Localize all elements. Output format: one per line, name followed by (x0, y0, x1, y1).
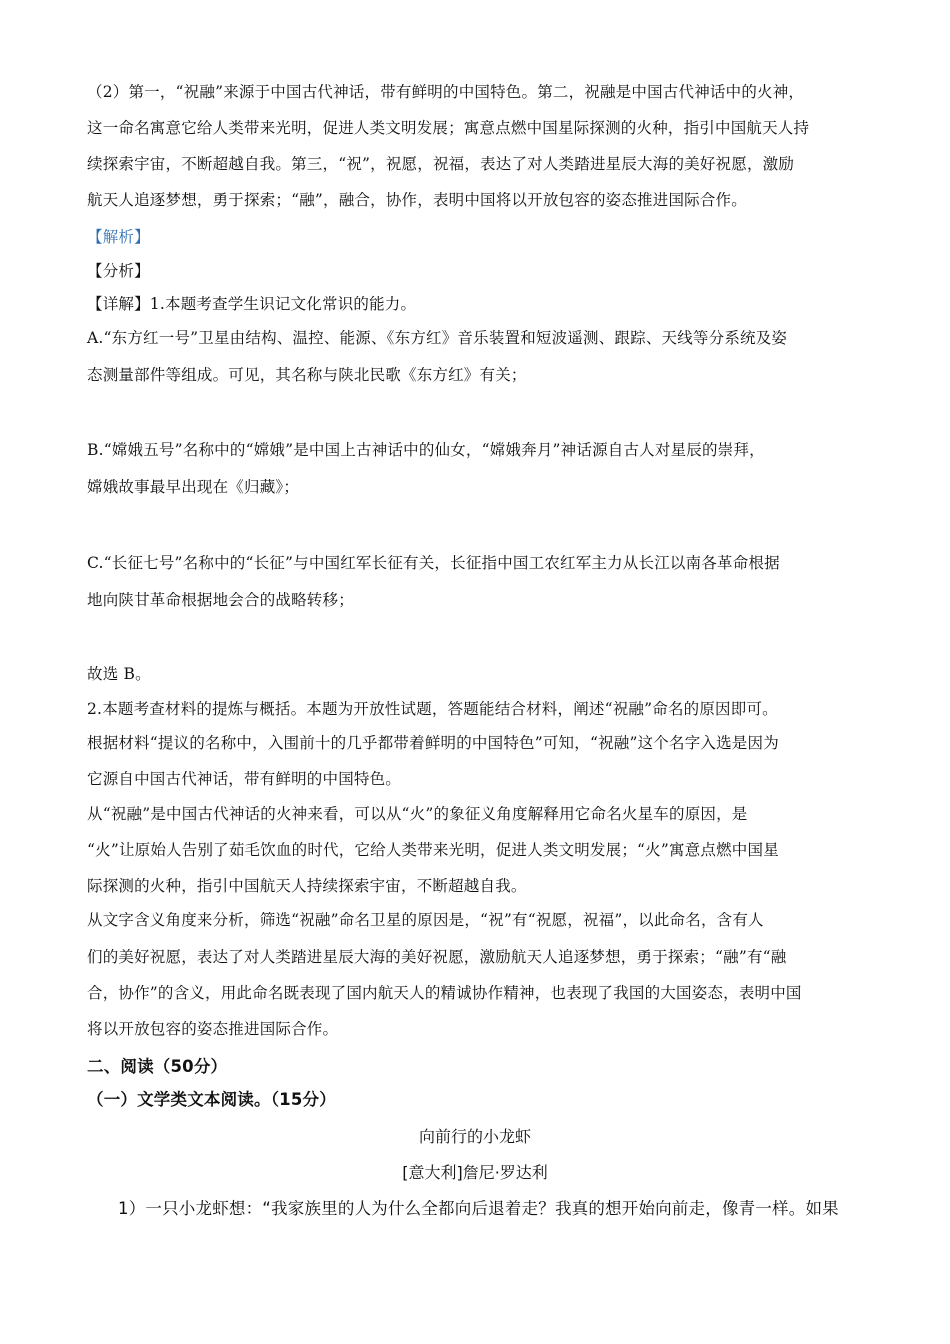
q2-line: 们的美好祝愿，表达了对人类踏进星辰大海的美好祝愿，激励航天人追逐梦想，勇于探索；“融”有“融 (87, 948, 787, 966)
subsection-heading: （一）文学类文本阅读。（15分） (87, 1090, 336, 1109)
option-c-line: 地向陕甘革命根据地会合的战略转移； (87, 591, 354, 609)
q2-line: 合，协作”的含义，用此命名既表现了国内航天人的精诚协作精神，也表现了我国的大国姿态，表明中国 (87, 984, 802, 1002)
answer-line: 航天人追逐梦想，勇于探索；“融”，融合，协作，表明中国将以开放包容的姿态推进国际合作。 (87, 191, 747, 209)
section-heading: 二、阅读（50分） (87, 1057, 228, 1076)
jiexi-label: 【解析】 (87, 228, 150, 246)
answer-line: 这一命名寓意它给人类带来光明，促进人类文明发展；寓意点燃中国星际探测的火种，指引中国航天人持 (87, 119, 810, 137)
detail-line: 【详解】1.本题考查学生识记文化常识的能力。 (87, 295, 417, 313)
answer-choice: 故选 B。 (87, 665, 151, 683)
q2-line: 2.本题考查材料的提炼与概括。本题为开放性试题，答题能结合材料，阐述“祝融”命名的原因即可。 (87, 700, 778, 718)
story-author: [意大利]詹尼·罗达利 (402, 1163, 548, 1182)
answer-line: （2）第一，“祝融”来源于中国古代神话，带有鲜明的中国特色。第二，祝融是中国古代神话中的火神， (87, 83, 805, 101)
q2-line: 将以开放包容的姿态推进国际合作。 (87, 1020, 339, 1038)
option-a-line: 态测量部件等组成。可见，其名称与陕北民歌《东方红》有关； (87, 366, 527, 384)
q2-line: 从“祝融”是中国古代神话的火神来看，可以从“火”的象征义角度解释用它命名火星车的原因，是 (87, 805, 748, 823)
q2-line: 际探测的火种，指引中国航天人持续探索宇宙，不断超越自我。 (87, 877, 527, 895)
option-b-line: 嫦娥故事最早出现在《归藏》； (87, 478, 300, 496)
fenxi-label: 【分析】 (87, 262, 150, 280)
option-c-line: C.“长征七号”名称中的“长征”与中国红军长征有关，长征指中国工农红军主力从长江以南各革命根据 (87, 554, 780, 572)
story-title: 向前行的小龙虾 (418, 1127, 531, 1146)
q2-line: 它源自中国古代神话，带有鲜明的中国特色。 (87, 770, 402, 788)
option-a-line: A.“东方红一号”卫星由结构、温控、能源、《东方红》音乐装置和短波遥测、跟踪、天线等分系统及姿 (87, 329, 788, 347)
story-first-line: 1）一只小龙虾想：“我家族里的人为什么全都向后退着走？我真的想开始向前走，像青一样。如果 (118, 1199, 839, 1218)
option-b-line: B.“嫦娥五号”名称中的“嫦娥”是中国上古神话中的仙女，“嫦娥奔月”神话源自古人对星辰的崇拜， (87, 441, 765, 459)
q2-line: “火”让原始人告别了茹毛饮血的时代，它给人类带来光明，促进人类文明发展；“火”寓意点燃中国星 (87, 841, 779, 859)
answer-line: 续探索宇宙，不断超越自我。第三，“祝”，祝愿，祝福，表达了对人类踏进星辰大海的美好祝愿，激励 (87, 155, 795, 173)
q2-line: 根据材料“提议的名称中，入围前十的几乎都带着鲜明的中国特色”可知，“祝融”这个名字入选是因为 (87, 734, 779, 752)
q2-line: 从文字含义角度来分析，筛选“祝融”命名卫星的原因是，“祝”有“祝愿，祝福”，以此命名，含有人 (87, 911, 764, 929)
